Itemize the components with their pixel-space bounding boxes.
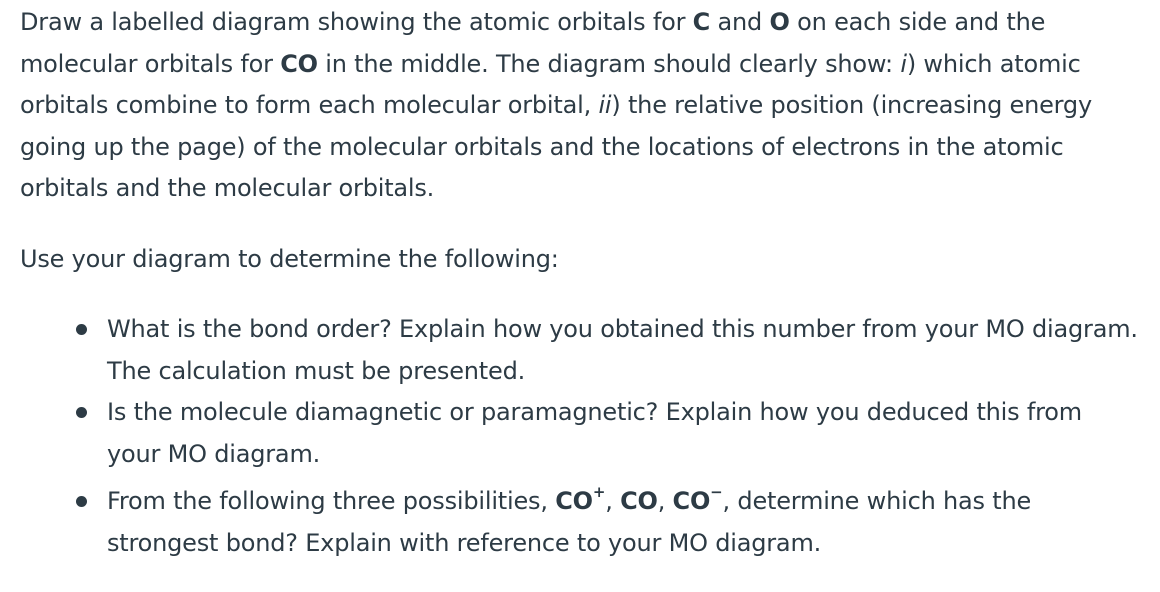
instructions-text: ) the relative position (increasing energy going up the page) of the molecular orbitals and the locations of electrons in the atomic orbitals and the molecular orbitals. <box>20 91 1092 202</box>
list-item <box>60 309 1140 392</box>
oxygen-symbol: O <box>769 8 790 36</box>
list-item <box>60 392 1140 475</box>
strongest-bond-question <box>107 483 1032 557</box>
bullet-dot-icon <box>76 407 87 418</box>
bullet-dot-icon <box>76 324 87 335</box>
co-text: CO <box>672 487 711 515</box>
item-marker-ii: ii <box>598 91 612 119</box>
magnetism-question: Is the molecule diamagnetic or paramagnetic? Explain how you deduced this from your MO diagram. <box>107 398 1082 468</box>
co-text: CO <box>555 487 593 515</box>
question-list <box>60 309 1140 564</box>
charge-plus: + <box>592 483 606 501</box>
question-text: , determine which has the strongest bond? Explain with reference to your MO diagram. <box>107 487 1032 557</box>
separator: , <box>657 487 673 515</box>
bullet-dot-icon <box>76 496 87 507</box>
co-formula: CO <box>280 49 318 78</box>
charge-minus: − <box>710 483 723 501</box>
item-marker-i: i <box>900 49 907 78</box>
separator: , <box>605 487 621 515</box>
question-text: From the following three possibilities, <box>107 487 556 515</box>
co-anion-formula <box>672 483 723 515</box>
instructions-paragraph <box>20 2 1145 210</box>
instructions-text: on each side and the molecular orbitals for <box>20 8 1046 78</box>
use-diagram-heading: Use your diagram to determine the following: <box>20 245 559 273</box>
carbon-symbol: C <box>692 8 711 36</box>
bond-order-question: What is the bond order? Explain how you obtained this number from your MO diagram. The calculation must be presented. <box>107 315 1138 385</box>
instructions-text: in the middle. The diagram should clearly show: <box>317 49 901 78</box>
instructions-text: ) which atomic orbitals combine to form each molecular orbital, <box>20 49 1081 119</box>
instructions-text: Draw a labelled diagram showing the atomic orbitals for <box>20 8 693 36</box>
instructions-text: and <box>710 8 770 36</box>
co-cation-formula <box>555 483 606 515</box>
co-neutral-formula: CO <box>620 487 658 515</box>
list-item <box>60 481 1140 564</box>
